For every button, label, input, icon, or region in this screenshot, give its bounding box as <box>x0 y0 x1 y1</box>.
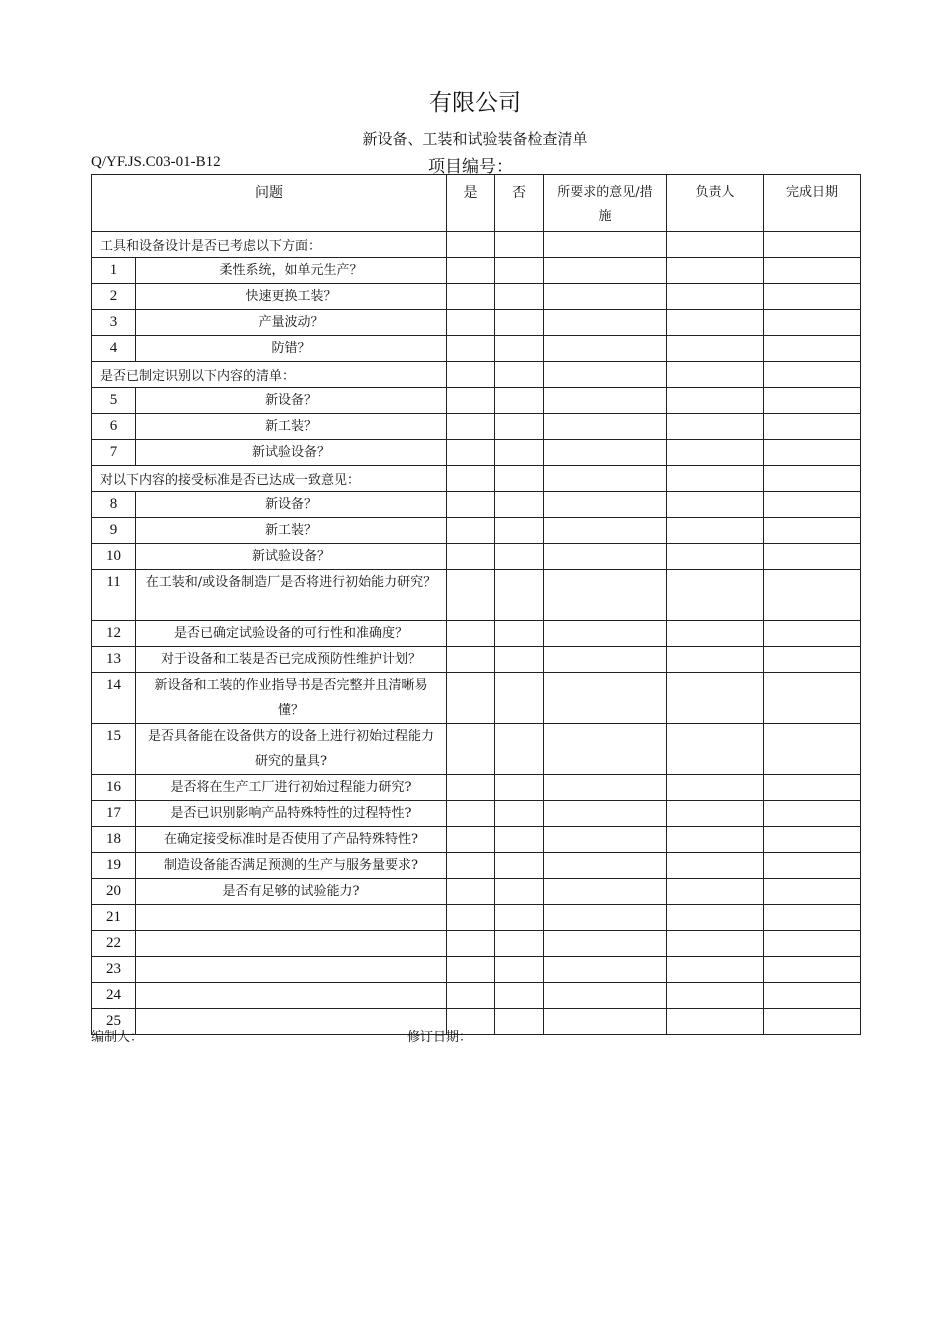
table-row <box>92 853 861 879</box>
cell-yes[interactable] <box>447 388 495 414</box>
cell-opinion[interactable] <box>544 544 667 570</box>
cell-opinion[interactable] <box>544 931 667 957</box>
item-question: 新试验设备？ <box>136 440 447 466</box>
cell-date[interactable] <box>764 492 861 518</box>
section-row <box>92 466 861 492</box>
table-row <box>92 258 861 284</box>
cell-no[interactable] <box>495 983 544 1009</box>
cell-no[interactable] <box>495 492 544 518</box>
cell-yes[interactable] <box>447 414 495 440</box>
cell-owner[interactable] <box>667 621 764 647</box>
item-question: 对于设备和工装是否已完成预防性维护计划？ <box>136 647 447 673</box>
cell-opinion[interactable] <box>544 853 667 879</box>
cell-opinion[interactable] <box>544 905 667 931</box>
cell-opinion[interactable] <box>544 570 667 621</box>
col-header-owner: 负责人 <box>667 175 764 232</box>
table-row <box>92 957 861 983</box>
cell-date[interactable] <box>764 284 861 310</box>
item-question: 是否具备能在设备供方的设备上进行初始过程能力研究的量具? <box>136 724 447 775</box>
item-number: 23 <box>92 957 136 983</box>
cell-opinion[interactable] <box>544 232 667 258</box>
cell-date[interactable] <box>764 336 861 362</box>
section-heading: 对以下内容的接受标准是否已达成一致意见： <box>92 466 447 492</box>
checklist-table <box>91 174 861 1035</box>
cell-no[interactable] <box>495 853 544 879</box>
item-number: 3 <box>92 310 136 336</box>
table-row <box>92 414 861 440</box>
item-question: 在工装和/或设备制造厂是否将进行初始能力研究？ <box>136 570 447 621</box>
table-row <box>92 570 861 621</box>
item-number: 4 <box>92 336 136 362</box>
table-row <box>92 647 861 673</box>
cell-no[interactable] <box>495 724 544 775</box>
item-question: 新设备？ <box>136 388 447 414</box>
cell-date[interactable] <box>764 879 861 905</box>
cell-opinion[interactable] <box>544 801 667 827</box>
item-number: 11 <box>92 570 136 621</box>
item-number: 15 <box>92 724 136 775</box>
cell-no[interactable] <box>495 775 544 801</box>
item-question <box>136 905 447 931</box>
cell-opinion[interactable] <box>544 362 667 388</box>
item-question <box>136 957 447 983</box>
cell-date[interactable] <box>764 621 861 647</box>
table-row <box>92 673 861 724</box>
cell-owner[interactable] <box>667 957 764 983</box>
item-number: 18 <box>92 827 136 853</box>
cell-opinion[interactable] <box>544 957 667 983</box>
cell-opinion[interactable] <box>544 492 667 518</box>
item-question: 在确定接受标准时是否使用了产品特殊特性? <box>136 827 447 853</box>
cell-yes[interactable] <box>447 931 495 957</box>
cell-no[interactable] <box>495 570 544 621</box>
cell-opinion[interactable] <box>544 673 667 724</box>
cell-date[interactable] <box>764 466 861 492</box>
revision-date-label: 修订日期： <box>407 1030 473 1045</box>
table-row <box>92 336 861 362</box>
cell-opinion[interactable] <box>544 258 667 284</box>
cell-owner[interactable] <box>667 983 764 1009</box>
cell-no[interactable] <box>495 621 544 647</box>
col-header-yes: 是 <box>447 175 495 232</box>
cell-opinion[interactable] <box>544 336 667 362</box>
cell-owner[interactable] <box>667 905 764 931</box>
cell-date[interactable] <box>764 983 861 1009</box>
cell-date[interactable] <box>764 414 861 440</box>
table-row <box>92 310 861 336</box>
cell-yes[interactable] <box>447 724 495 775</box>
cell-owner[interactable] <box>667 388 764 414</box>
cell-date[interactable] <box>764 801 861 827</box>
cell-owner[interactable] <box>667 775 764 801</box>
cell-date[interactable] <box>764 853 861 879</box>
col-header-no: 否 <box>495 175 544 232</box>
section-row <box>92 232 861 258</box>
table-row <box>92 905 861 931</box>
cell-no[interactable] <box>495 879 544 905</box>
cell-yes[interactable] <box>447 775 495 801</box>
cell-opinion[interactable] <box>544 440 667 466</box>
cell-yes[interactable] <box>447 310 495 336</box>
cell-no[interactable] <box>495 466 544 492</box>
cell-owner[interactable] <box>667 1009 764 1035</box>
cell-date[interactable] <box>764 647 861 673</box>
cell-no[interactable] <box>495 440 544 466</box>
item-number: 20 <box>92 879 136 905</box>
cell-yes[interactable] <box>447 440 495 466</box>
item-number: 10 <box>92 544 136 570</box>
item-number: 5 <box>92 388 136 414</box>
item-question: 是否将在生产工厂进行初始过程能力研究? <box>136 775 447 801</box>
cell-owner[interactable] <box>667 518 764 544</box>
table-row <box>92 983 861 1009</box>
project-number-label: 项目编号： <box>428 157 513 177</box>
cell-no[interactable] <box>495 232 544 258</box>
table-row <box>92 621 861 647</box>
cell-opinion[interactable] <box>544 414 667 440</box>
item-number: 13 <box>92 647 136 673</box>
cell-owner[interactable] <box>667 673 764 724</box>
item-number: 7 <box>92 440 136 466</box>
cell-owner[interactable] <box>667 879 764 905</box>
cell-no[interactable] <box>495 336 544 362</box>
cell-owner[interactable] <box>667 827 764 853</box>
table-row <box>92 827 861 853</box>
cell-owner[interactable] <box>667 232 764 258</box>
item-number: 8 <box>92 492 136 518</box>
cell-opinion[interactable] <box>544 724 667 775</box>
cell-yes[interactable] <box>447 466 495 492</box>
cell-no[interactable] <box>495 518 544 544</box>
cell-no[interactable] <box>495 388 544 414</box>
cell-opinion[interactable] <box>544 647 667 673</box>
item-question: 柔性系统，如单元生产？ <box>136 258 447 284</box>
item-question: 新设备？ <box>136 492 447 518</box>
item-question: 制造设备能否满足预测的生产与服务量要求? <box>136 853 447 879</box>
cell-no[interactable] <box>495 931 544 957</box>
cell-date[interactable] <box>764 518 861 544</box>
cell-owner[interactable] <box>667 440 764 466</box>
item-question <box>136 931 447 957</box>
cell-yes[interactable] <box>447 362 495 388</box>
cell-date[interactable] <box>764 1009 861 1035</box>
table-row <box>92 440 861 466</box>
table-row <box>92 931 861 957</box>
company-name: 有限公司 <box>429 90 521 116</box>
table-row <box>92 284 861 310</box>
cell-date[interactable] <box>764 362 861 388</box>
item-number: 19 <box>92 853 136 879</box>
cell-date[interactable] <box>764 310 861 336</box>
cell-yes[interactable] <box>447 879 495 905</box>
table-row <box>92 724 861 775</box>
cell-opinion[interactable] <box>544 879 667 905</box>
table-row <box>92 518 861 544</box>
cell-owner[interactable] <box>667 544 764 570</box>
cell-no[interactable] <box>495 414 544 440</box>
cell-yes[interactable] <box>447 647 495 673</box>
section-heading: 是否已制定识别以下内容的清单： <box>92 362 447 388</box>
table-row <box>92 388 861 414</box>
item-number: 24 <box>92 983 136 1009</box>
item-number: 17 <box>92 801 136 827</box>
cell-owner[interactable] <box>667 414 764 440</box>
cell-owner[interactable] <box>667 310 764 336</box>
item-question: 是否已确定试验设备的可行性和准确度？ <box>136 621 447 647</box>
cell-yes[interactable] <box>447 621 495 647</box>
table-row <box>92 492 861 518</box>
cell-yes[interactable] <box>447 544 495 570</box>
cell-yes[interactable] <box>447 570 495 621</box>
cell-owner[interactable] <box>667 801 764 827</box>
cell-yes[interactable] <box>447 905 495 931</box>
cell-yes[interactable] <box>447 258 495 284</box>
cell-no[interactable] <box>495 258 544 284</box>
item-question: 新试验设备？ <box>136 544 447 570</box>
cell-owner[interactable] <box>667 336 764 362</box>
cell-date[interactable] <box>764 258 861 284</box>
table-row <box>92 1009 861 1035</box>
cell-no[interactable] <box>495 957 544 983</box>
cell-no[interactable] <box>495 284 544 310</box>
item-question: 防错？ <box>136 336 447 362</box>
item-number: 12 <box>92 621 136 647</box>
cell-yes[interactable] <box>447 232 495 258</box>
item-question: 新工装？ <box>136 518 447 544</box>
cell-opinion[interactable] <box>544 284 667 310</box>
cell-no[interactable] <box>495 544 544 570</box>
cell-owner[interactable] <box>667 853 764 879</box>
cell-opinion[interactable] <box>544 388 667 414</box>
item-question <box>136 983 447 1009</box>
item-question <box>136 1009 447 1035</box>
item-number: 9 <box>92 518 136 544</box>
item-question: 快速更换工装？ <box>136 284 447 310</box>
cell-owner[interactable] <box>667 647 764 673</box>
cell-owner[interactable] <box>667 466 764 492</box>
cell-owner[interactable] <box>667 284 764 310</box>
cell-date[interactable] <box>764 957 861 983</box>
cell-opinion[interactable] <box>544 621 667 647</box>
table-row <box>92 879 861 905</box>
cell-date[interactable] <box>764 775 861 801</box>
prepared-by-label: 编制人： <box>91 1030 144 1045</box>
item-question: 是否有足够的试验能力? <box>136 879 447 905</box>
cell-opinion[interactable] <box>544 1009 667 1035</box>
table-header-row <box>92 175 861 232</box>
cell-date[interactable] <box>764 931 861 957</box>
cell-no[interactable] <box>495 673 544 724</box>
item-number: 1 <box>92 258 136 284</box>
table-row <box>92 544 861 570</box>
cell-no[interactable] <box>495 827 544 853</box>
cell-date[interactable] <box>764 388 861 414</box>
cell-yes[interactable] <box>447 673 495 724</box>
cell-yes[interactable] <box>447 957 495 983</box>
section-heading: 工具和设备设计是否已考虑以下方面： <box>92 232 447 258</box>
cell-yes[interactable] <box>447 983 495 1009</box>
cell-date[interactable] <box>764 905 861 931</box>
item-number: 25 <box>92 1009 136 1035</box>
cell-owner[interactable] <box>667 570 764 621</box>
cell-opinion[interactable] <box>544 827 667 853</box>
cell-owner[interactable] <box>667 492 764 518</box>
cell-opinion[interactable] <box>544 466 667 492</box>
cell-no[interactable] <box>495 362 544 388</box>
item-number: 2 <box>92 284 136 310</box>
cell-owner[interactable] <box>667 258 764 284</box>
cell-yes[interactable] <box>447 827 495 853</box>
item-number: 6 <box>92 414 136 440</box>
cell-no[interactable] <box>495 905 544 931</box>
cell-date[interactable] <box>764 232 861 258</box>
cell-no[interactable] <box>495 647 544 673</box>
cell-date[interactable] <box>764 440 861 466</box>
cell-yes[interactable] <box>447 492 495 518</box>
cell-date[interactable] <box>764 724 861 775</box>
cell-opinion[interactable] <box>544 983 667 1009</box>
item-question: 是否已识别影响产品特殊特性的过程特性? <box>136 801 447 827</box>
item-number: 16 <box>92 775 136 801</box>
cell-date[interactable] <box>764 570 861 621</box>
cell-yes[interactable] <box>447 284 495 310</box>
cell-no[interactable] <box>495 1009 544 1035</box>
cell-opinion[interactable] <box>544 775 667 801</box>
cell-no[interactable] <box>495 310 544 336</box>
document-number: Q/YF.JS.C03-01-B12 <box>91 154 221 170</box>
cell-yes[interactable] <box>447 518 495 544</box>
cell-no[interactable] <box>495 801 544 827</box>
col-header-date: 完成日期 <box>764 175 861 232</box>
cell-yes[interactable] <box>447 853 495 879</box>
cell-date[interactable] <box>764 673 861 724</box>
cell-date[interactable] <box>764 544 861 570</box>
col-header-question: 问题 <box>92 175 447 232</box>
cell-date[interactable] <box>764 827 861 853</box>
cell-yes[interactable] <box>447 336 495 362</box>
table-row <box>92 775 861 801</box>
cell-opinion[interactable] <box>544 518 667 544</box>
item-question: 新工装？ <box>136 414 447 440</box>
item-question: 新设备和工装的作业指导书是否完整并且清晰易懂？ <box>136 673 447 724</box>
cell-owner[interactable] <box>667 724 764 775</box>
cell-owner[interactable] <box>667 362 764 388</box>
cell-yes[interactable] <box>447 801 495 827</box>
item-number: 14 <box>92 673 136 724</box>
item-number: 22 <box>92 931 136 957</box>
form-title: 新设备、工装和试验装备检查清单 <box>362 130 588 148</box>
table-row <box>92 801 861 827</box>
item-number: 21 <box>92 905 136 931</box>
cell-owner[interactable] <box>667 931 764 957</box>
col-header-opinion: 所要求的意见/措施 <box>544 175 667 232</box>
cell-opinion[interactable] <box>544 310 667 336</box>
section-row <box>92 362 861 388</box>
item-question: 产量波动？ <box>136 310 447 336</box>
